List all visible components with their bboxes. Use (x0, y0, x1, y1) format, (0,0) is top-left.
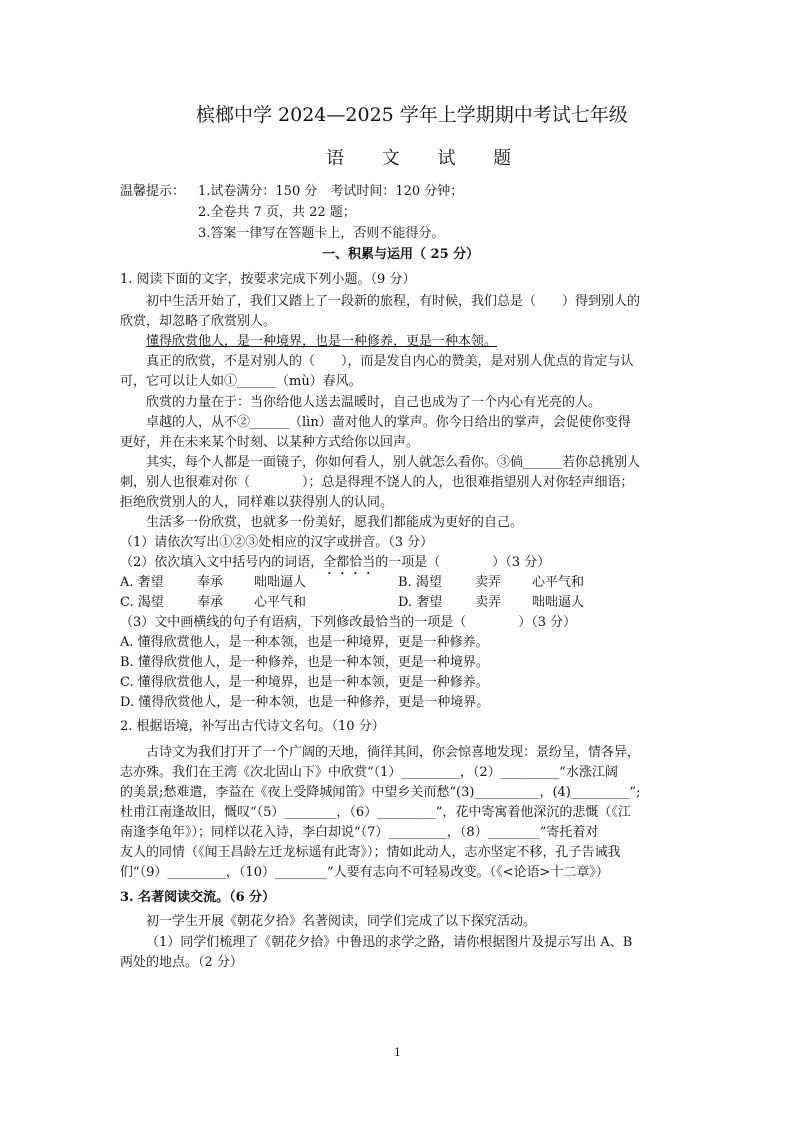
passage-line: 友人的同情（《闻王昌龄左迁龙标遥有此寄》）；情如此动人，志亦坚定不移，孔子告诫我 (120, 845, 621, 860)
subquestion-2-prefix: （2）依次填入文中括号内的词语， (120, 555, 324, 570)
emphasis-text: 全都恰当 (323, 555, 376, 570)
page-title: 槟榔中学 2024—2025 学年上学期期中考试七年级 (196, 104, 628, 126)
notice-line-1: 1.试卷满分：150 分 考试时间：120 分钟； (198, 184, 464, 199)
passage-line: 古诗文为我们打开了一个广阔的天地，徜徉其间，你会惊喜地发现：景纷呈，情各异， (146, 745, 641, 760)
passage-line: （1）同学们梳理了《朝花夕拾》中鲁迅的求学之路，请你根据图片及提示写出 A、B (146, 935, 633, 950)
passage-line: 更好，并在未来某个时刻、以某种方式给你以回声。 (120, 435, 420, 450)
passage-line: 欣赏的力量在于：当你给他人送去温暖时，自己也成为了一个内心有光亮的人。 (146, 395, 602, 410)
passage-line: 真正的欣赏，不是对别人的（ ），而是发自内心的赞美，是对别人优点的肯定与认 (146, 354, 634, 369)
option-b: B. 懂得欣赏他人，是一种修养，也是一种本领，更是一种境界。 (120, 655, 489, 670)
passage-line: 初一学生开展《朝花夕拾》名著阅读，同学们完成了以下探究活动。 (146, 914, 537, 929)
option-c-word-2: 奉承 (197, 595, 224, 610)
underlined-sentence: 懂得欣赏他人，是一种境界，也是一种修养，更是一种本领。 (146, 334, 498, 349)
passage-line: 志亦殊。我们在王湾《次北固山下》中欣赏“（1）_________，（2）_________”水涨江阔 (120, 765, 618, 780)
section-heading: 一、积累与运用（ 25 分） (322, 247, 480, 262)
passage-line: 其实，每个人都是一面镜子，你如何看人，别人就怎么看你。③倘______若你总挑别人 (146, 455, 641, 470)
option-d-word-1: D. 奢望 (398, 595, 443, 610)
subquestion-3: （3）文中画横线的句子有语病，下列修改最恰当的一项是（ ）（3 分） (120, 615, 577, 630)
subject-title: 语 文 试 题 (326, 148, 528, 169)
page-number: 1 (394, 1046, 401, 1059)
question-3-stem: 3. 名著阅读交流。（6 分） (120, 890, 276, 905)
passage-line: 欣赏，却忽略了欣赏别人。 (120, 314, 277, 329)
passage-line: 生活多一份欣赏，也就多一份美好，愿我们都能成为更好的自己。 (146, 515, 524, 530)
option-d: D. 懂得欣赏他人，是一种本领，也是一种修养，更是一种境界。 (120, 695, 490, 710)
passage-line: 可，它可以让人如①______（mù）春风。 (120, 374, 362, 389)
option-a-word-3: 咄咄逼人 (254, 575, 307, 590)
option-b-word-2: 卖弄 (475, 575, 502, 590)
option-a-word-2: 奉承 (197, 575, 224, 590)
subquestion-2-suffix: 的一项是（ ）（3 分） (375, 555, 551, 570)
passage-line: 拒绝欣赏别人的人，同样难以获得别人的认同。 (120, 495, 394, 510)
subquestion-1: （1）请依次写出①②③处相应的汉字或拼音。（3 分） (120, 535, 434, 550)
notice-line-2: 2.全卷共 7 页，共 22 题； (198, 205, 356, 220)
option-c: C. 懂得欣赏他人，是一种境界，也是一种本领，更是一种修养。 (120, 675, 489, 690)
passage-line: 卓越的人，从不②______（lìn）啬对他人的掌声。你今日给出的掌声，会促使你变得 (146, 415, 631, 430)
passage-line: 初中生活开始了，我们又踏上了一段新的旅程，有时候，我们总是（ ）得到别人的 (146, 294, 641, 309)
question-1-stem: 1. 阅读下面的文字，按要求完成下列小题。（9 分） (120, 272, 416, 287)
notice-label: 温馨提示： (120, 184, 186, 199)
option-b-word-3: 心平气和 (532, 575, 585, 590)
option-a: A. 懂得欣赏他人，是一种本领，也是一种境界，更是一种修养。 (120, 635, 489, 650)
option-a-word-1: A. 奢望 (120, 575, 164, 590)
passage-line: 杜甫江南逢故旧，慨叹“（5）________，（6）_________”，花中寄寓着他深沉的悲慨（《江 (120, 805, 631, 820)
passage-line: 两处的地点。（2 分） (120, 955, 243, 970)
option-d-word-3: 咄咄逼人 (532, 595, 585, 610)
passage-line: 刺，别人也很难对你（ ）；总是得理不饶人的人，也很难指望别人对你轻声细语； (120, 475, 634, 490)
option-c-word-3: 心平气和 (254, 595, 307, 610)
passage-line: 们“（9）_________，（10）________”人要有志向不可轻易改变。（《<论语>十二章》） (120, 865, 609, 880)
option-c-word-1: C. 渴望 (120, 595, 164, 610)
passage-line: 南逢李龟年》）；同样以花入诗，李白却说“（7）_________，（8）________”寄托着对 (120, 825, 599, 840)
option-b-word-1: B. 渴望 (398, 575, 442, 590)
passage-line: 的美景;愁难遣，李益在《夜上受降城闻笛》中望乡关而愁“(3)__________，(4)_________”; (120, 785, 641, 800)
question-2-stem: 2. 根据语境，补写出古代诗文名句。（10 分） (120, 719, 385, 734)
notice-line-3: 3.答案一律写在答题卡上，否则不能得分。 (198, 226, 445, 241)
option-d-word-2: 卖弄 (475, 595, 502, 610)
